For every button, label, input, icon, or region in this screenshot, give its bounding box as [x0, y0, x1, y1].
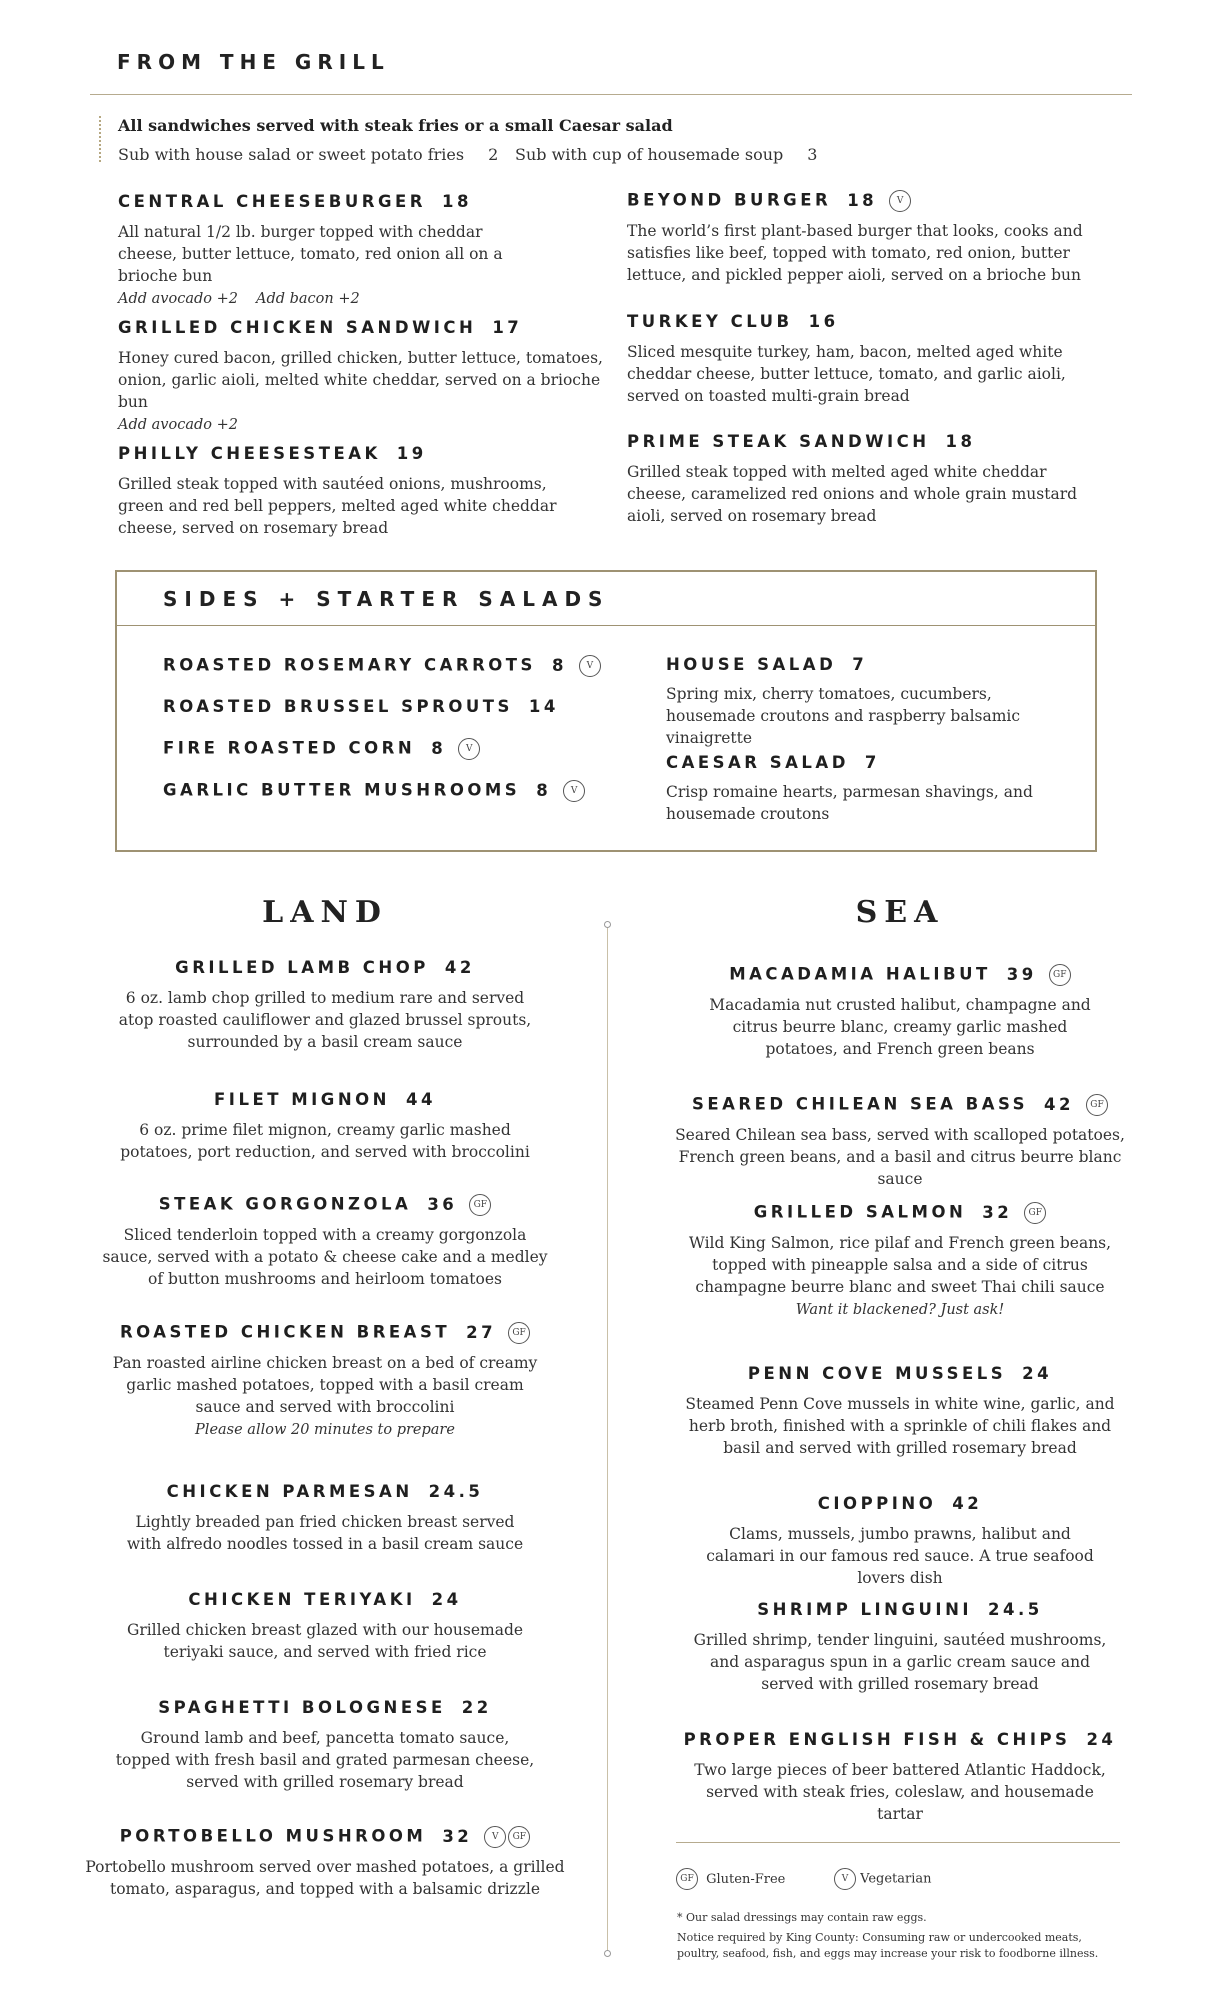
item-description: Macadamia nut crusted halibut, champagne and citrus beurre blanc, creamy garlic mashed potatoes, and French green beans: [709, 996, 1091, 1058]
item-title: FILET MIGNON 44: [214, 1090, 436, 1109]
vegetarian-badge-icon: V: [889, 190, 911, 212]
item-description: 6 oz. lamb chop grilled to medium rare and served atop roasted cauliflower and glazed brussel sprouts, surrounded by a basil cream sauce: [118, 989, 532, 1051]
gluten-free-label: Gluten-Free: [706, 1871, 786, 1887]
item-description: Two large pieces of beer battered Atlantic Haddock, served with steak fries, coleslaw, and housemade tartar: [694, 1761, 1106, 1823]
land-item-roasted-chicken: [80, 1322, 570, 1438]
grill-item-chicken-sandwich: [118, 318, 613, 433]
land-item-spaghetti-bolognese: [80, 1698, 570, 1793]
gluten-free-badge-icon: GF: [508, 1322, 530, 1344]
side-fire-roasted-corn: FIRE ROASTED CORN 8 V: [163, 738, 480, 760]
substitution-1-label: Sub with house salad or sweet potato fries: [118, 145, 465, 164]
note-dotted-accent: [99, 116, 101, 162]
substitution-1: [118, 145, 498, 164]
legend-gluten-free: [664, 1868, 785, 1890]
item-title: CHICKEN PARMESAN 24.5: [166, 1482, 484, 1501]
divider-bottom-dot: [604, 1950, 611, 1957]
sea-item-macadamia-halibut: [655, 964, 1145, 1060]
sea-heading: SEA: [855, 895, 945, 930]
item-title: CENTRAL CHEESEBURGER 18: [118, 192, 472, 211]
item-title: PENN COVE MUSSELS 24: [747, 1364, 1053, 1383]
item-title: SPAGHETTI BOLOGNESE 22: [158, 1698, 492, 1717]
item-description: Pan roasted airline chicken breast on a bed of creamy garlic mashed potatoes, topped with a basil cream sauce and served with broccolini: [112, 1354, 538, 1416]
item-description: Grilled chicken breast glazed with our housemade teriyaki sauce, and served with fried rice: [126, 1621, 524, 1661]
item-description: Steamed Penn Cove mussels in white wine, garlic, and herb broth, finished with a sprinkle of chili flakes and basil and served with grilled rosemary bread: [685, 1395, 1115, 1457]
substitution-1-price: 2: [488, 145, 499, 164]
gluten-free-badge-icon: GF: [508, 1826, 530, 1848]
vegetarian-badge-icon: V: [458, 738, 480, 760]
grill-item-turkey-club: [627, 312, 1117, 407]
item-title: GRILLED CHICKEN SANDWICH 17: [118, 318, 523, 337]
item-title: CIOPPINO 42: [817, 1494, 983, 1513]
item-description: Wild King Salmon, rice pilaf and French green beans, topped with pineapple salsa and a side of citrus champagne beurre blanc and sweet Thai chili sauce: [688, 1234, 1112, 1296]
item-description: Ground lamb and beef, pancetta tomato sauce, topped with fresh basil and grated parmesan cheese, served with grilled rosemary bread: [115, 1729, 535, 1791]
item-description: Grilled steak topped with sautéed onions, mushrooms, green and red bell peppers, melted aged white cheddar cheese, served on rosemary bread: [118, 475, 557, 537]
item-title: PHILLY CHEESESTEAK 19: [118, 444, 427, 463]
item-note: Want it blackened? Just ask!: [795, 1302, 1005, 1318]
land-item-chicken-parmesan: [80, 1482, 570, 1555]
king-county-notice: Notice required by King County: Consuming raw or undercooked meats, poultry, seafood, fish, and eggs may increase your risk to foodborne illness.: [677, 1931, 1099, 1960]
item-title: PRIME STEAK SANDWICH 18: [627, 432, 976, 451]
item-description: All natural 1/2 lb. burger topped with cheddar cheese, butter lettuce, tomato, red onion all on a brioche bun: [118, 223, 503, 285]
substitution-2-price: 3: [807, 145, 818, 164]
sea-item-chilean-sea-bass: [655, 1094, 1145, 1190]
item-description: Seared Chilean sea bass, served with scalloped potatoes, French green beans, and a basil and citrus beurre blanc sauce: [675, 1126, 1125, 1188]
item-description: Spring mix, cherry tomatoes, cucumbers, housemade croutons and raspberry balsamic vinaigrette: [666, 685, 1021, 747]
item-title: CAESAR SALAD 7: [666, 753, 880, 772]
item-title: PORTOBELLO MUSHROOM 32 V GF: [80, 1826, 570, 1848]
sandwich-note: All sandwiches served with steak fries or a small Caesar salad: [118, 116, 673, 135]
legend-vegetarian: [822, 1868, 932, 1890]
salad-house: [666, 655, 1066, 749]
land-item-filet-mignon: [80, 1090, 570, 1163]
grill-item-cheeseburger: [118, 192, 608, 307]
item-title: ROASTED CHICKEN BREAST 27 GF: [80, 1322, 570, 1344]
substitution-2: [515, 145, 817, 164]
item-addons: Add avocado +2: [118, 417, 238, 433]
item-title: BEYOND BURGER 18 V: [627, 190, 1117, 212]
vegetarian-badge-icon: V: [834, 1868, 856, 1890]
salad-dressing-footnote: * Our salad dressings may contain raw eggs.: [677, 1911, 927, 1924]
item-title: HOUSE SALAD 7: [666, 655, 868, 674]
gluten-free-badge-icon: GF: [676, 1868, 698, 1890]
substitution-2-label: Sub with cup of housemade soup: [515, 145, 784, 164]
gluten-free-badge-icon: GF: [1024, 1202, 1046, 1224]
gluten-free-badge-icon: GF: [1086, 1094, 1108, 1116]
land-item-portobello-mushroom: [80, 1826, 570, 1900]
item-title: PROPER ENGLISH FISH & CHIPS 24: [683, 1730, 1117, 1749]
sea-item-grilled-salmon: [655, 1202, 1145, 1318]
side-brussel-sprouts: ROASTED BRUSSEL SPROUTS 14: [163, 697, 559, 716]
sides-section-title: SIDES + STARTER SALADS: [163, 587, 610, 611]
item-description: 6 oz. prime filet mignon, creamy garlic mashed potatoes, port reduction, and served with broccolini: [120, 1121, 530, 1161]
item-title: SHRIMP LINGUINI 24.5: [757, 1600, 1043, 1619]
item-description: Crisp romaine hearts, parmesan shavings, and housemade croutons: [666, 783, 1033, 823]
sea-item-penn-cove-mussels: [655, 1364, 1145, 1459]
land-item-lamb-chop: [80, 958, 570, 1053]
vegetarian-badge-icon: V: [563, 780, 585, 802]
grill-item-prime-steak-sandwich: [627, 432, 1117, 527]
land-sea-divider: [607, 924, 608, 1954]
item-note: Please allow 20 minutes to prepare: [195, 1422, 455, 1438]
item-description: Honey cured bacon, grilled chicken, butter lettuce, tomatoes, onion, garlic aioli, melted white cheddar, served on a brioche bun: [118, 349, 603, 411]
side-garlic-butter-mushrooms: GARLIC BUTTER MUSHROOMS 8 V: [163, 780, 585, 802]
item-title: MACADAMIA HALIBUT 39 GF: [655, 964, 1145, 986]
sea-item-fish-and-chips: [655, 1730, 1145, 1825]
grill-item-philly-cheesesteak: [118, 444, 608, 539]
item-description: Grilled steak topped with melted aged white cheddar cheese, caramelized red onions and whole grain mustard aioli, served on rosemary bread: [627, 463, 1078, 525]
grill-divider: [90, 94, 1132, 95]
land-item-chicken-teriyaki: [80, 1590, 570, 1663]
item-title: TURKEY CLUB 16: [627, 312, 839, 331]
sides-divider: [115, 625, 1097, 626]
item-addons: Add avocado +2 Add bacon +2: [118, 291, 360, 307]
item-description: Clams, mussels, jumbo prawns, halibut and calamari in our famous red sauce. A true seafood lovers dish: [706, 1525, 1094, 1587]
vegetarian-label: Vegetarian: [860, 1871, 932, 1887]
item-title: STEAK GORGONZOLA 36 GF: [80, 1194, 570, 1216]
gluten-free-badge-icon: GF: [1049, 964, 1071, 986]
vegetarian-badge-icon: V: [484, 1826, 506, 1848]
gluten-free-badge-icon: GF: [469, 1194, 491, 1216]
item-description: Sliced mesquite turkey, ham, bacon, melted aged white cheddar cheese, butter lettuce, tomato, and garlic aioli, served on toasted multi-grain bread: [627, 343, 1066, 405]
item-title: GRILLED SALMON 32 GF: [655, 1202, 1145, 1224]
land-item-steak-gorgonzola: [80, 1194, 570, 1290]
land-heading: LAND: [262, 895, 388, 930]
sea-item-cioppino: [655, 1494, 1145, 1589]
divider-top-dot: [604, 921, 611, 928]
item-description: Lightly breaded pan fried chicken breast served with alfredo noodles tossed in a basil cream sauce: [126, 1513, 524, 1553]
item-title: GRILLED LAMB CHOP 42: [175, 958, 475, 977]
item-title: CHICKEN TERIYAKI 24: [188, 1590, 462, 1609]
salad-caesar: [666, 753, 1066, 825]
item-title: SEARED CHILEAN SEA BASS 42 GF: [655, 1094, 1145, 1116]
item-description: The world’s first plant-based burger that looks, cooks and satisfies like beef, topped with tomato, red onion, butter lettuce, and pickled pepper aioli, served on a brioche bun: [627, 222, 1083, 284]
grill-section-title: FROM THE GRILL: [117, 50, 390, 74]
item-description: Sliced tenderloin topped with a creamy gorgonzola sauce, served with a potato & cheese cake and a medley of button mushrooms and heirloom tomatoes: [102, 1226, 548, 1288]
vegetarian-badge-icon: V: [579, 655, 601, 677]
legend-divider: [676, 1842, 1120, 1843]
sea-item-shrimp-linguini: [655, 1600, 1145, 1695]
grill-item-beyond-burger: [627, 190, 1117, 286]
item-description: Grilled shrimp, tender linguini, sautéed mushrooms, and asparagus spun in a garlic cream sauce and served with grilled rosemary bread: [693, 1631, 1107, 1693]
item-description: Portobello mushroom served over mashed potatoes, a grilled tomato, asparagus, and topped with a balsamic drizzle: [85, 1858, 565, 1898]
side-roasted-carrots: ROASTED ROSEMARY CARROTS 8 V: [163, 655, 601, 677]
